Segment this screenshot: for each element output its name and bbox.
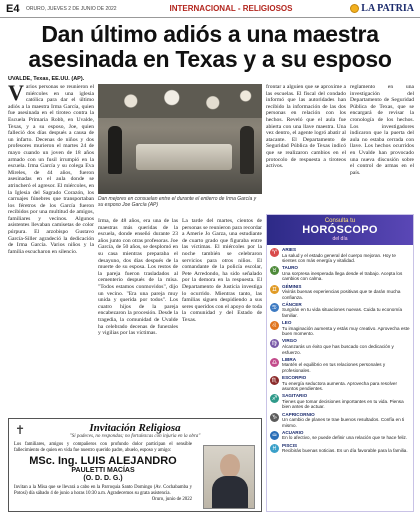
article-column-4: frontar a alguien que se aproxime a las escuelas. El fiscal del condado informó que las autoridades han recibido la información de las dos personas en relación con los hechos. Reveló que el aula fue abierta con una llave maestra. Una vez dentro, el agente logró abatir al atacante. El Departamento de Seguridad Pública de Texas indicó que se realizaron cambios en el protocolo de respuesta a tiroteos activos. [266, 84, 346, 170]
mass-notice: Invitan a la Misa que se llevará a cabo en la Parroquia Santo Domingo (Av. Cochabamba y Potosí) día sábado 4 de junio a horas 10:30 a.m. Agradecemos su grata asistencia. [14, 485, 192, 496]
deceased-name: MSc. Ing. LUIS ALEJANDRO [29, 455, 177, 468]
article-text-1: arios personas se reunieron el miércoles en una iglesia católica para dar el último adiós a la maestra Irma García, quien fue asesinada en el tiroteo contra la Escuela Primaria Robb, en Uvalde, Texas, y a su esposo, Joe, quien falleció dos días después a causa de un infarto. Decenas de niños y dos profesores murieron el martes 24 de mayo cuando un joven de 18 años armado con un fusil irrumpió en la escuela. Irma García y su colega Eva Mireles, de 44 años, fueron asesinadas en el aula donde se atrincheró el agresor. El miércoles, en la Iglesia del Sagrado Corazón, los carruajes fúnebres que transportaban los féretros de los García fueron recibidos por una multitud de amigos, familiares y vecinos. Algunos asistentes llevaban camisetas de color púrpura. El arzobispo Gustavo García-Siller agradeció la dedicación de Irma García. Varios niños y la familia escucharon en silencio. [8, 84, 94, 255]
obituary-intro: Los familiares, amigos y compañeros con profundo dolor participan el sensible fallecimiento de quien en vida fue nuestro querido padre, abuelo, esposo y amigo: [14, 442, 192, 453]
sun-icon [350, 4, 359, 13]
horoscope-sign-8 [270, 393, 410, 410]
horoscope-sign-9 [270, 412, 410, 429]
sign-name: LIBRA [282, 356, 297, 362]
section-title: INTERNACIONAL - RELIGIOSOS [169, 4, 293, 13]
horoscope-sign-6 [270, 357, 410, 374]
sign-name: LEO [282, 320, 292, 326]
notice-place-date: Oruro, junio de 2022 [151, 497, 192, 503]
sign-text: Tienes que tomar decisiones importantes en tu vida. Piensa bien antes de actuar. [282, 398, 404, 410]
horoscope-banner [267, 215, 413, 245]
horoscope-sign-3 [270, 302, 410, 319]
sign-text: Recibirás buenas noticias. Es un día favorable para la familia. [282, 448, 408, 454]
sign-text: Un cambio de planes te trae buenos resultados. Confía en ti mismo. [282, 417, 405, 428]
horoscope-sign-7 [270, 375, 410, 392]
photo-caption: Dan mejores en consuelan entre el durante el entierro de Irma García y su esposo Joe García (AP) [98, 196, 257, 208]
sign-name: CAPRICORNIO [282, 411, 315, 417]
sign-text: Una sorpresa inesperada llega desde el trabajo. Acepta los cambios con calma. [282, 270, 403, 282]
sign-text: Tu imaginación aumenta y estás muy creativo. Aprovecha este buen momento. [282, 325, 410, 337]
obituary-quote: "Si padeces, no respondas; no fortalezcas con injuria en la obra" [69, 434, 201, 439]
zodiac-icon: ♑ [271, 413, 278, 421]
horoscope-sign-10 [270, 430, 410, 441]
horoscope-sign-1 [270, 265, 410, 282]
zodiac-icon: ♈ [271, 249, 278, 256]
article-column-1 [8, 84, 94, 415]
funeral-photo [98, 84, 262, 194]
newspaper-logo [350, 3, 414, 14]
person-figure [108, 126, 122, 174]
article-column-2: Irma, de 48 años, era una de las maestras más queridas de la escuela, donde enseñó durante 23 años junto con otras profesoras. Joe García, de 50 años, se desplomó en su casa mientras preparaba el desayuno, dos días después de la muerte de su esposa. Los restos de la pareja fueron trasladados al cementerio después de la misa. "Todos estamos conmovidos", dijo un vecino. "Era una pareja muy unida y querida por todos". Los cuatro hijos de la pareja encabezaron la procesión. Desde la tragedia, la comunidad de Uvalde ha celebrado decenas de funerales y vigilias por las víctimas. [98, 218, 178, 337]
sign-name: SAGITARIO [282, 393, 308, 399]
sign-text: Surgirán en tu vida situaciones nuevas. Cuida tu economía familiar. [282, 307, 403, 319]
cross-icon: ✝ [15, 423, 26, 437]
sign-name: TAURO [282, 265, 298, 271]
zodiac-icon: ♍ [271, 340, 278, 348]
sign-text: La salud y el estado general del cuerpo mejoran. Hoy te sientes con más energía y vitalidad. [282, 252, 396, 264]
article-headline: Dan último adiós a una maestra asesinada en Texas y a su esposo [28, 21, 392, 72]
sign-text: Tu energía seductora aumenta. Aprovecha para resolver asuntos pendientes. [282, 380, 397, 392]
sign-name: GÉMINIS [282, 283, 302, 289]
horoscope-sign-0 [270, 247, 410, 264]
obituary-title: Invitación Religiosa [89, 422, 181, 434]
horoscope-title-small: Consulta tu [324, 218, 356, 224]
zodiac-icon: ♓ [271, 444, 278, 452]
portrait-body [212, 476, 248, 509]
page-header [0, 0, 420, 18]
sign-text: En lo afectivo, se puede definir una relación que te hace feliz. [282, 435, 408, 441]
sign-name: ACUARIO [282, 429, 304, 435]
sign-text: Mantén el equilibrio en tus relaciones personales y profesionales. [282, 362, 386, 373]
zodiac-icon: ♌ [271, 322, 278, 330]
horoscope-signs-list [267, 245, 413, 457]
zodiac-icon: ♏ [271, 376, 278, 384]
horoscope-box [266, 214, 414, 512]
flowers-image [98, 84, 262, 118]
person-figure [240, 126, 254, 174]
portrait-head [220, 454, 240, 478]
page-number: E4 [6, 2, 20, 15]
article-column-5: reglamento en una investigación del Departamento de Seguridad Pública de Texas, que se encargará de revisar la cronología de los hechos. Los investigadores indicaron que la puerta del aula no estaba cerrada con llave. Los hechos ocurridos en Uvalde han provocado una nueva discusión sobre el control de armas en el país. [350, 84, 414, 176]
horoscope-sign-2 [270, 284, 410, 301]
coffin-image [136, 144, 232, 170]
horoscope-sign-5 [270, 338, 410, 355]
sign-text: Vivirás buenas experiencias positivas que te darán mucha confianza. [282, 289, 401, 300]
sign-text: Alcanzarás un éxito que has buscado con dedicación y esfuerzo. [282, 344, 394, 355]
zodiac-icon: ♋ [271, 303, 278, 311]
zodiac-icon: ♎ [271, 358, 278, 366]
sign-name: VIRGO [282, 338, 297, 344]
sign-name: CÁNCER [282, 301, 302, 307]
horoscope-subtitle: del día [332, 236, 348, 242]
horoscope-title: HORÓSCOPO [302, 224, 378, 236]
deceased-surname: PAULETTI MACÍAS [71, 467, 135, 475]
zodiac-icon: ♐ [271, 395, 278, 403]
article-byline: UVALDE, Texas, EE.UU. (AP). [8, 76, 85, 82]
drop-cap: V [8, 84, 24, 105]
issue-date: ORURO, JUEVES 2 DE JUNIO DE 2022 [26, 5, 117, 12]
sign-name: ARIES [282, 247, 297, 252]
zodiac-icon: ♒ [271, 431, 278, 439]
deceased-portrait [203, 445, 255, 509]
obituary-notice [8, 418, 262, 512]
sign-name: PISCIS [282, 442, 298, 448]
logo-text: LA PATRIA [361, 3, 414, 14]
zodiac-icon: ♊ [271, 285, 278, 293]
deceased-order: (O. D. D. G.) [83, 475, 123, 483]
horoscope-sign-11 [270, 443, 410, 454]
horoscope-sign-4 [270, 320, 410, 337]
zodiac-icon: ♉ [271, 267, 278, 275]
sign-name: ESCORPIO [282, 374, 307, 380]
article-column-3: La tarde del martes, cientos de personas se reunieron para recordar a Amerie Jo Garza, una estudiante de cuarto grado que figuraba entre las víctimas. El miércoles por la noche también se celebraron servicios para otros niños. El comandante de la policía escolar, Pete Arredondo, ha sido señalado por la demora en la respuesta. El Departamento de Justicia investiga lo ocurrido. Mientras tanto, las familias siguen despidiendo a sus seres queridos con el apoyo de toda la comunidad y del Estado de Texas. [182, 218, 262, 323]
